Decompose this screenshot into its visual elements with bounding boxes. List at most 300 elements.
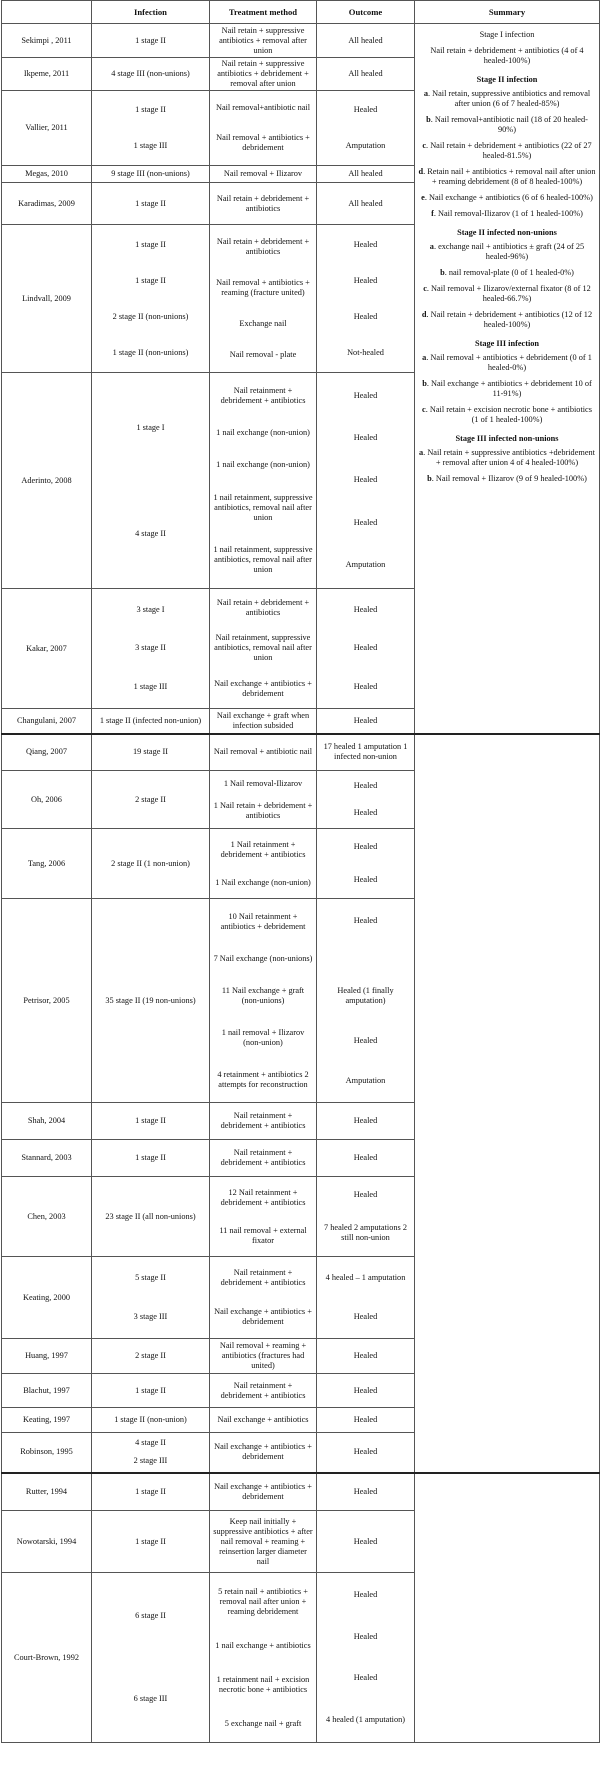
outcome-cell-entry: Healed bbox=[353, 275, 378, 285]
treatment-cell-entry: 1 Nail exchange (non-union) bbox=[215, 877, 311, 887]
infection-cell bbox=[92, 1433, 210, 1473]
study-cell: Tang, 2006 bbox=[2, 829, 92, 899]
treatment-cell bbox=[210, 91, 317, 166]
infection-cell bbox=[92, 1339, 210, 1374]
outcome-cell-entry: Healed bbox=[353, 1190, 378, 1199]
summary-item-text: . Nail exchange + antibiotics (6 of 6 healed-100%) bbox=[424, 193, 593, 202]
summary-item-label: d bbox=[418, 167, 424, 176]
outcome-cell-entry: Healed bbox=[353, 1590, 378, 1600]
treatment-cell-entry: Nail removal + antibiotic nail bbox=[213, 747, 313, 757]
treatment-cell bbox=[210, 734, 317, 771]
outcome-cell-entry: Amputation bbox=[345, 140, 386, 150]
summary-item bbox=[418, 115, 596, 135]
infection-cell-entry: 2 stage III bbox=[133, 1456, 168, 1466]
outcome-cell-entry: Amputation bbox=[345, 560, 386, 570]
outcome-cell-stack bbox=[319, 1105, 412, 1138]
study-cell: Robinson, 1995 bbox=[2, 1433, 92, 1473]
outcome-cell bbox=[317, 1433, 415, 1473]
treatment-cell-entry: Nail removal + antibiotics + debridement bbox=[216, 133, 310, 153]
infection-cell-entry: 1 stage II (non-unions) bbox=[112, 347, 189, 357]
infection-cell bbox=[92, 899, 210, 1103]
outcome-cell-stack bbox=[319, 1475, 412, 1509]
summary-item-text: . Nail removal + antibiotics + debridement (0 of 1 healed-0%) bbox=[426, 353, 592, 372]
infection-cell-entry: 1 stage II bbox=[135, 275, 166, 285]
infection-cell-entry: 1 stage II (non-union) bbox=[114, 1415, 187, 1424]
infection-cell bbox=[92, 225, 210, 373]
study-cell: Sekimpi , 2011 bbox=[2, 24, 92, 58]
infection-cell-stack bbox=[94, 901, 207, 1101]
infection-cell-entry: 1 stage II bbox=[135, 1116, 166, 1125]
summary-item-text: . exchange nail + antibiotics ± graft (24 of 25 healed-96%) bbox=[433, 242, 585, 261]
infection-cell bbox=[92, 1177, 210, 1257]
treatment-cell-stack bbox=[212, 1341, 314, 1372]
outcome-cell-entry: Healed bbox=[353, 311, 378, 321]
header-row bbox=[2, 1, 600, 24]
summary-item bbox=[418, 310, 596, 330]
treatment-cell bbox=[210, 589, 317, 709]
infection-cell-stack bbox=[94, 93, 207, 164]
summary-item-label: b bbox=[427, 474, 432, 483]
outcome-cell-entry: Healed bbox=[353, 517, 378, 527]
treatment-cell bbox=[210, 1433, 317, 1473]
study-cell: Shah, 2004 bbox=[2, 1103, 92, 1140]
outcome-cell-entry: Healed bbox=[353, 1116, 378, 1125]
header-summary: Summary bbox=[415, 1, 600, 24]
outcome-cell bbox=[317, 166, 415, 183]
outcome-cell-entry: 4 healed – 1 amputation bbox=[325, 1273, 406, 1282]
infection-cell-entry: 1 stage I bbox=[136, 422, 165, 432]
infection-cell bbox=[92, 1257, 210, 1339]
treatment-cell-entry: 1 nail exchange + antibiotics bbox=[215, 1640, 311, 1650]
outcome-cell-entry: Healed bbox=[353, 475, 378, 485]
treatment-cell bbox=[210, 1511, 317, 1573]
infection-cell-entry: 2 stage II bbox=[135, 1351, 166, 1360]
summary-item bbox=[418, 89, 596, 109]
summary-item-text: . Retain nail + antibiotics + removal nail after union + reaming debridement (8 of 8 healed-100%) bbox=[423, 167, 596, 186]
outcome-cell-entry: Healed bbox=[353, 1631, 378, 1641]
treatment-cell-entry: Nail removal + Ilizarov bbox=[223, 169, 303, 178]
outcome-cell bbox=[317, 1177, 415, 1257]
outcome-cell-entry: Healed (1 finally amputation) bbox=[337, 985, 394, 1005]
treatment-cell-stack bbox=[212, 591, 314, 707]
outcome-cell bbox=[317, 183, 415, 225]
summary-empty-cell bbox=[415, 734, 600, 1473]
treatment-cell bbox=[210, 183, 317, 225]
outcome-cell bbox=[317, 1103, 415, 1140]
outcome-cell-entry: Healed bbox=[353, 842, 378, 851]
infection-cell bbox=[92, 1408, 210, 1433]
treatment-cell bbox=[210, 1140, 317, 1177]
outcome-cell-entry: Healed bbox=[353, 239, 378, 249]
treatment-cell-entry: 1 nail removal + Ilizarov (non-union) bbox=[221, 1027, 305, 1047]
header-infection: Infection bbox=[92, 1, 210, 24]
treatment-cell bbox=[210, 225, 317, 373]
header-study bbox=[2, 1, 92, 24]
study-cell: Keating, 1997 bbox=[2, 1408, 92, 1433]
infection-cell-entry: 4 stage II bbox=[135, 528, 166, 538]
study-cell: Nowotarski, 1994 bbox=[2, 1511, 92, 1573]
infection-cell-entry: 1 stage II bbox=[135, 198, 166, 208]
outcome-cell bbox=[317, 589, 415, 709]
summary-item bbox=[418, 268, 596, 278]
outcome-cell bbox=[317, 899, 415, 1103]
outcome-cell-stack bbox=[319, 1376, 412, 1406]
outcome-cell-entry: 7 healed 2 amputations 2 still non-union bbox=[324, 1223, 407, 1242]
outcome-cell-entry: Healed bbox=[353, 1447, 378, 1457]
infection-cell-entry: 2 stage II (non-unions) bbox=[112, 311, 189, 321]
summary-item-text: . Nail retain, suppressive antibiotics and removal after union (6 of 7 healed-85%) bbox=[427, 89, 591, 108]
infection-cell bbox=[92, 24, 210, 58]
treatment-cell-entry: Keep nail initially + suppressive antibiotics + after nail removal + reaming + reinsertion larger diameter nail bbox=[213, 1516, 313, 1566]
infection-cell-entry: 6 stage II bbox=[135, 1611, 166, 1620]
outcome-cell-stack bbox=[319, 831, 412, 897]
infection-cell-stack bbox=[94, 1513, 207, 1571]
treatment-cell-entry: Nail exchange + antibiotics + debridement bbox=[214, 1442, 312, 1462]
treatment-cell-entry: Nail exchange + antibiotics + debridement bbox=[214, 1307, 312, 1326]
treatment-cell-entry: 1 nail retainment, suppressive antibiotics, removal nail after union bbox=[213, 492, 313, 522]
summary-item bbox=[418, 353, 596, 373]
outcome-cell-stack bbox=[319, 1513, 412, 1571]
outcome-cell-entry: Healed bbox=[353, 1486, 378, 1496]
treatment-cell bbox=[210, 58, 317, 91]
treatment-cell-entry: 11 nail removal + external fixator bbox=[219, 1225, 307, 1245]
infection-cell-entry: 1 stage II bbox=[135, 105, 166, 115]
outcome-cell-entry: All healed bbox=[348, 69, 383, 78]
infection-cell-entry: 9 stage III (non-unions) bbox=[111, 169, 190, 178]
infection-cell-entry: 1 stage II bbox=[135, 1153, 166, 1162]
infection-cell bbox=[92, 1103, 210, 1140]
summary-item-label: c bbox=[422, 405, 426, 414]
outcome-cell-stack bbox=[319, 773, 412, 827]
infection-cell-stack bbox=[94, 1376, 207, 1406]
summary-heading-plain: Stage I infection bbox=[479, 30, 535, 39]
outcome-cell bbox=[317, 1140, 415, 1177]
outcome-cell-entry: Healed bbox=[353, 105, 378, 115]
outcome-cell bbox=[317, 91, 415, 166]
treatment-cell-entry: Nail retain + debridement + antibiotics bbox=[216, 598, 310, 618]
treatment-cell-entry: Nail exchange + antibiotics + debridement bbox=[214, 678, 312, 698]
outcome-cell-stack bbox=[319, 93, 412, 164]
infection-cell bbox=[92, 91, 210, 166]
outcome-cell-stack bbox=[319, 736, 412, 769]
infection-cell-entry: 4 stage II bbox=[135, 1438, 166, 1448]
study-cell: Changulani, 2007 bbox=[2, 709, 92, 734]
treatment-cell-entry: Nail exchange + antibiotics + debridement bbox=[214, 1481, 312, 1501]
outcome-cell bbox=[317, 829, 415, 899]
treatment-cell bbox=[210, 1103, 317, 1140]
outcome-cell-stack bbox=[319, 710, 412, 731]
summary-item-text: Nail retain + debridement + antibiotics (4 of 4 healed-100%) bbox=[430, 46, 584, 65]
outcome-cell-entry: Not-healed bbox=[347, 347, 384, 357]
study-cell: Stannard, 2003 bbox=[2, 1140, 92, 1177]
treatment-cell-entry: 1 retainment nail + excision necrotic bone + antibiotics bbox=[216, 1674, 310, 1694]
treatment-cell-entry: Nail removal - plate bbox=[229, 350, 297, 359]
treatment-cell-stack bbox=[212, 168, 314, 181]
infection-cell-entry: 1 stage II bbox=[135, 239, 166, 249]
treatment-cell-entry: Nail exchange + graft when infection subsided bbox=[216, 710, 310, 730]
infection-cell-stack bbox=[94, 168, 207, 181]
study-cell: Karadimas, 2009 bbox=[2, 183, 92, 225]
study-cell: Kakar, 2007 bbox=[2, 589, 92, 709]
treatment-cell-entry: Nail exchange + antibiotics bbox=[217, 1415, 309, 1424]
study-cell: Chen, 2003 bbox=[2, 1177, 92, 1257]
infection-cell bbox=[92, 771, 210, 829]
outcome-cell-entry: Healed bbox=[353, 781, 378, 790]
outcome-cell-entry: Healed bbox=[353, 1351, 378, 1360]
outcome-cell-entry: Healed bbox=[353, 1153, 378, 1162]
treatment-cell-entry: Nail retainment + debridement + antibiotics bbox=[220, 1268, 306, 1287]
treatment-cell-entry: 10 Nail retainment + antibiotics + debridement bbox=[220, 911, 306, 931]
treatment-cell-entry: Nail removal + reaming + antibiotics (fractures had united) bbox=[219, 1341, 307, 1370]
treatment-cell-stack bbox=[212, 1410, 314, 1431]
infection-cell-entry: 6 stage III bbox=[133, 1694, 168, 1703]
summary-item-label: a bbox=[429, 242, 434, 251]
study-cell: Aderinto, 2008 bbox=[2, 373, 92, 589]
summary-item bbox=[418, 167, 596, 187]
table-row bbox=[2, 24, 600, 58]
summary-item bbox=[418, 46, 596, 66]
study-cell: Rutter, 1994 bbox=[2, 1473, 92, 1511]
infection-cell-stack bbox=[94, 1434, 207, 1470]
infection-cell-entry: 1 stage II bbox=[135, 1486, 166, 1496]
outcome-cell-entry: Healed bbox=[353, 433, 378, 443]
study-cell: Lindvall, 2009 bbox=[2, 225, 92, 373]
treatment-cell bbox=[210, 1374, 317, 1408]
table-body bbox=[2, 24, 600, 1743]
treatment-cell bbox=[210, 1177, 317, 1257]
summary-item-label: a bbox=[422, 353, 427, 362]
outcome-cell-entry: Healed bbox=[353, 682, 378, 692]
outcome-cell bbox=[317, 58, 415, 91]
infection-cell bbox=[92, 373, 210, 589]
outcome-cell-entry: All healed bbox=[348, 35, 383, 45]
summary-item-label: d bbox=[421, 310, 427, 319]
outcome-cell-entry: Healed bbox=[353, 915, 378, 925]
outcome-cell-entry: Healed bbox=[353, 1536, 378, 1546]
summary-item-label: e bbox=[421, 193, 425, 202]
outcome-cell bbox=[317, 1511, 415, 1573]
treatment-cell-entry: 5 retain nail + antibiotics + removal nail after union + reaming debridement bbox=[218, 1586, 308, 1616]
outcome-cell bbox=[317, 734, 415, 771]
study-cell: Keating, 2000 bbox=[2, 1257, 92, 1339]
outcome-cell-entry: Healed bbox=[353, 808, 378, 817]
header-outcome: Outcome bbox=[317, 1, 415, 24]
treatment-cell-entry: Nail retainment + debridement + antibiotics bbox=[220, 1111, 306, 1130]
treatment-cell bbox=[210, 1473, 317, 1511]
infection-cell-stack bbox=[94, 1410, 207, 1431]
infection-cell-entry: 1 stage II bbox=[135, 35, 166, 45]
infection-cell-entry: 19 stage II bbox=[132, 747, 169, 757]
infection-cell-stack bbox=[94, 1259, 207, 1337]
outcome-cell bbox=[317, 709, 415, 734]
treatment-cell-stack bbox=[212, 736, 314, 769]
outcome-cell bbox=[317, 373, 415, 589]
summary-heading: Stage III infected non-unions bbox=[455, 434, 559, 443]
outcome-cell-stack bbox=[319, 168, 412, 181]
infection-cell bbox=[92, 1573, 210, 1743]
treatment-cell bbox=[210, 1257, 317, 1339]
treatment-cell-stack bbox=[212, 185, 314, 223]
treatment-cell bbox=[210, 899, 317, 1103]
treatment-cell-stack bbox=[212, 901, 314, 1101]
summary-item-label: b bbox=[422, 379, 427, 388]
study-cell: Ikpeme, 2011 bbox=[2, 58, 92, 91]
summary-heading: Stage III infection bbox=[474, 339, 540, 348]
infection-cell-stack bbox=[94, 1475, 207, 1509]
treatment-cell-entry: Nail retain + debridement + antibiotics bbox=[216, 237, 310, 256]
treatment-cell-stack bbox=[212, 1105, 314, 1138]
treatment-cell-stack bbox=[212, 26, 314, 56]
summary-item-text: . Nail removal + Ilizarov (9 of 9 healed-100%) bbox=[431, 474, 587, 483]
study-cell: Court-Brown, 1992 bbox=[2, 1573, 92, 1743]
treatment-cell-entry: Nail retainment, suppressive antibiotics, removal nail after union bbox=[214, 633, 312, 663]
infection-cell-stack bbox=[94, 591, 207, 707]
summary-item-label: f bbox=[431, 209, 434, 218]
infection-cell-stack bbox=[94, 1105, 207, 1138]
infection-cell-stack bbox=[94, 1142, 207, 1175]
summary-item bbox=[418, 474, 596, 484]
summary-item-text: . Nail retain + debridement + antibiotics (12 of 12 healed-100%) bbox=[426, 310, 593, 329]
infection-cell-entry: 3 stage III bbox=[133, 1312, 168, 1321]
treatment-cell-stack bbox=[212, 710, 314, 731]
treatment-cell-stack bbox=[212, 1142, 314, 1175]
treatment-cell-entry: 1 nail retainment, suppressive antibiotics, removal nail after union bbox=[213, 545, 313, 575]
treatment-cell bbox=[210, 24, 317, 58]
outcome-cell-stack bbox=[319, 1434, 412, 1470]
treatment-cell bbox=[210, 1408, 317, 1433]
study-cell: Qiang, 2007 bbox=[2, 734, 92, 771]
infection-cell-stack bbox=[94, 375, 207, 587]
summary-item bbox=[418, 448, 596, 468]
infection-cell-stack bbox=[94, 26, 207, 56]
study-cell: Megas, 2010 bbox=[2, 166, 92, 183]
treatment-cell-entry: Nail retainment + debridement + antibiotics bbox=[220, 385, 306, 405]
summary-item-label: c bbox=[423, 284, 427, 293]
infection-cell bbox=[92, 1140, 210, 1177]
outcome-cell-entry: 17 healed 1 amputation 1 infected non-union bbox=[323, 742, 408, 762]
summary-item-label: b bbox=[440, 268, 445, 277]
infection-cell bbox=[92, 734, 210, 771]
treatment-cell bbox=[210, 166, 317, 183]
treatment-cell-stack bbox=[212, 227, 314, 371]
treatment-cell-entry: Nail retain + suppressive antibiotics + removal after union bbox=[219, 25, 307, 55]
summary-item bbox=[418, 242, 596, 262]
infection-cell bbox=[92, 58, 210, 91]
outcome-cell bbox=[317, 771, 415, 829]
infection-cell-entry: 3 stage II bbox=[135, 643, 166, 653]
summary-item-text: . Nail exchange + antibiotics + debridement 10 of 11-91%) bbox=[426, 379, 592, 398]
infection-cell-stack bbox=[94, 60, 207, 89]
infection-cell-entry: 35 stage II (19 non-unions) bbox=[105, 995, 196, 1005]
outcome-cell-entry: Healed bbox=[353, 390, 378, 400]
infection-cell-entry: 4 stage III (non-unions) bbox=[111, 69, 190, 78]
infection-cell bbox=[92, 1511, 210, 1573]
treatment-cell-entry: Nail retain + debridement + antibiotics bbox=[216, 193, 310, 213]
study-cell: Vallier, 2011 bbox=[2, 91, 92, 166]
outcome-cell-entry: All healed bbox=[348, 169, 383, 178]
summary-item bbox=[418, 284, 596, 304]
summary-heading: Stage II infected non-unions bbox=[457, 228, 557, 237]
infection-cell bbox=[92, 183, 210, 225]
infection-cell bbox=[92, 709, 210, 734]
outcome-cell-entry: Healed bbox=[353, 715, 378, 725]
outcome-cell-entry: Amputation bbox=[345, 1075, 386, 1085]
outcome-cell-entry: Healed bbox=[353, 1312, 378, 1321]
treatment-cell bbox=[210, 1573, 317, 1743]
treatment-cell-stack bbox=[212, 1179, 314, 1255]
study-cell: Huang, 1997 bbox=[2, 1339, 92, 1374]
summary-item-text: . Nail retain + excision necrotic bone + antibiotics (1 of 1 healed-100%) bbox=[425, 405, 592, 424]
outcome-cell-stack bbox=[319, 1410, 412, 1431]
treatment-cell-entry: 4 retainment + antibiotics 2 attempts for reconstruction bbox=[217, 1069, 309, 1089]
study-cell: Blachut, 1997 bbox=[2, 1374, 92, 1408]
header-treatment: Treatment method bbox=[210, 1, 317, 24]
summary-item-label: b bbox=[426, 115, 431, 124]
outcome-cell-stack bbox=[319, 227, 412, 371]
treatment-cell-stack bbox=[212, 831, 314, 897]
summary-item-text: . Nail retain + debridement + antibiotics (22 of 27 healed-81.5%) bbox=[426, 141, 592, 160]
treatment-cell-entry: Nail removal+antibiotic nail bbox=[215, 102, 311, 112]
treatment-cell-stack bbox=[212, 1475, 314, 1509]
infection-cell-entry: 1 stage II bbox=[135, 1385, 166, 1395]
infection-cell bbox=[92, 589, 210, 709]
table-row bbox=[2, 734, 600, 771]
treatment-cell bbox=[210, 829, 317, 899]
treatment-cell bbox=[210, 709, 317, 734]
outcome-cell-entry: Healed bbox=[353, 1415, 378, 1424]
treatment-cell bbox=[210, 373, 317, 589]
outcome-cell-entry: Healed bbox=[353, 1035, 378, 1045]
summary-item bbox=[418, 193, 596, 203]
treatment-cell-stack bbox=[212, 1575, 314, 1741]
infection-cell bbox=[92, 1473, 210, 1511]
outcome-cell bbox=[317, 1257, 415, 1339]
treatment-cell-entry: 1 Nail retain + debridement + antibiotics bbox=[213, 800, 313, 820]
outcome-cell bbox=[317, 1573, 415, 1743]
summary-item-text: . nail removal-plate (0 of 1 healed-0%) bbox=[444, 268, 574, 277]
outcome-cell bbox=[317, 1374, 415, 1408]
infection-cell-entry: 2 stage II (1 non-union) bbox=[111, 858, 190, 868]
summary-item bbox=[418, 141, 596, 161]
summary-item-label: a bbox=[419, 448, 424, 457]
outcome-cell-entry: All healed bbox=[348, 198, 383, 208]
treatment-cell-entry: Exchange nail bbox=[239, 319, 287, 328]
outcome-cell-stack bbox=[319, 901, 412, 1101]
outcome-cell-stack bbox=[319, 1341, 412, 1372]
treatment-cell-stack bbox=[212, 1376, 314, 1406]
outcome-cell-entry: Healed bbox=[353, 875, 378, 884]
summary-item bbox=[418, 379, 596, 399]
outcome-cell bbox=[317, 225, 415, 373]
outcome-cell-stack bbox=[319, 1142, 412, 1175]
study-cell: Petrisor, 2005 bbox=[2, 899, 92, 1103]
infection-cell-entry: 23 stage II (all non-unions) bbox=[105, 1211, 196, 1221]
outcome-cell-stack bbox=[319, 185, 412, 223]
infection-cell-entry: 1 stage III bbox=[133, 682, 168, 692]
summary-empty-cell bbox=[415, 1473, 600, 1743]
outcome-cell-stack bbox=[319, 1575, 412, 1741]
treatment-cell-entry: 12 Nail retainment + debridement + antibiotics bbox=[220, 1187, 306, 1207]
summary-item-text: . Nail removal-Ilizarov (1 of 1 healed-100%) bbox=[433, 209, 583, 218]
infection-cell-entry: 1 stage II bbox=[135, 1536, 166, 1546]
treatment-cell-entry: 11 Nail exchange + graft (non-unions) bbox=[221, 985, 305, 1005]
treatment-cell-entry: 7 Nail exchange (non-unions) bbox=[213, 953, 313, 963]
outcome-cell-entry: Healed bbox=[353, 1673, 378, 1683]
treatment-cell-stack bbox=[212, 93, 314, 164]
infection-cell-entry: 3 stage I bbox=[136, 604, 165, 614]
outcome-cell bbox=[317, 1473, 415, 1511]
infection-cell-stack bbox=[94, 773, 207, 827]
